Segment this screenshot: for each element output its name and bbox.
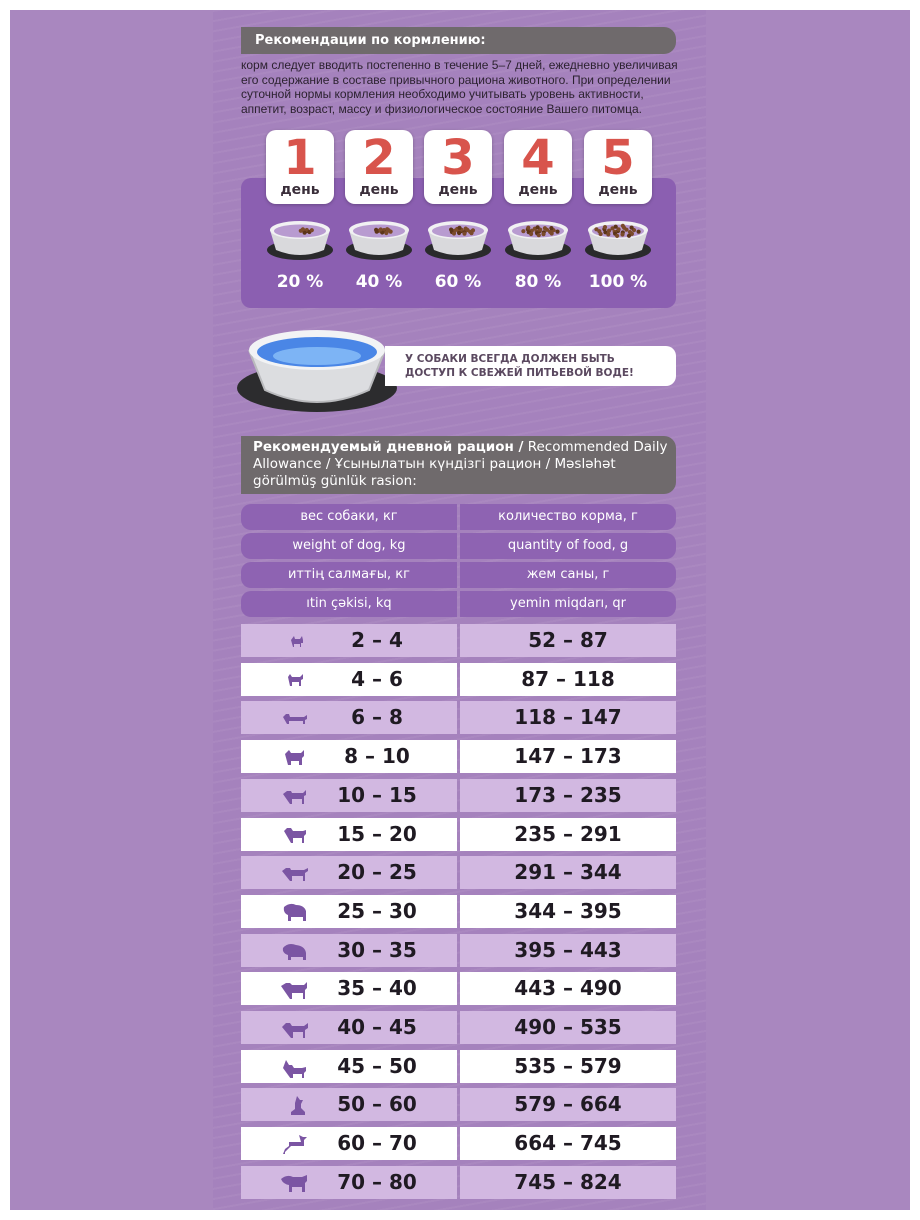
weight-value: 2 – 4: [351, 628, 403, 652]
day-percentage: 100 %: [588, 272, 648, 292]
table-row: [241, 1011, 676, 1044]
table-row: [241, 972, 676, 1005]
day-card: [504, 130, 572, 204]
weight-cell: [241, 740, 457, 773]
header-weight-cell: иттің салмағы, кг: [241, 562, 457, 588]
weight-cell: [241, 1011, 457, 1044]
setter-icon: [279, 862, 309, 884]
food-value: 118 – 147: [460, 701, 676, 734]
weight-value: 6 – 8: [351, 705, 403, 730]
food-value: 87 – 118: [460, 663, 676, 696]
mastiff-icon: [279, 1172, 309, 1194]
food-bowl-icon: [266, 212, 334, 262]
tiny-dog-icon: [279, 630, 309, 652]
header-food-cell: quantity of food, g: [460, 533, 676, 559]
ration-title: [241, 436, 676, 494]
day-number: 5: [601, 130, 635, 186]
food-value: 490 – 535: [460, 1011, 676, 1044]
food-bowl-icon: [424, 212, 492, 262]
weight-cell: [241, 934, 457, 967]
header-food-cell: жем саны, г: [460, 562, 676, 588]
food-value: 52 – 87: [460, 624, 676, 657]
weight-cell: [241, 663, 457, 696]
fluffy-dog-icon: [279, 940, 309, 962]
terrier-icon: [279, 746, 309, 768]
day-percentage: 60 %: [434, 272, 482, 292]
header-weight-cell: вес собаки, кг: [241, 504, 457, 530]
table-row: [241, 1088, 676, 1121]
shepherd-icon: [279, 1056, 309, 1078]
header-food-cell: количество корма, г: [460, 504, 676, 530]
ration-title-rest: Recommended Daily Allowance / Ұсынылатын күндізгі рацион / Məsləhət görülmüş günlük rasion:: [253, 439, 668, 489]
weight-value: 45 – 50: [337, 1053, 417, 1078]
table-row: [241, 818, 676, 851]
table-header-row: [241, 562, 676, 588]
weight-value: 8 – 10: [344, 744, 410, 769]
water-callout: [385, 346, 676, 386]
sitting-shepherd-icon: [279, 1094, 309, 1116]
food-value: 173 – 235: [460, 779, 676, 812]
table-row: [241, 1127, 676, 1160]
day-label: день: [438, 182, 478, 198]
table-row: [241, 895, 676, 928]
beagle-icon: [279, 785, 309, 807]
weight-value: 60 – 70: [337, 1131, 417, 1156]
weight-cell: [241, 1127, 457, 1160]
weight-cell: [241, 624, 457, 657]
water-callout-line2: ДОСТУП К СВЕЖЕЙ ПИТЬЕВОЙ ВОДЕ!: [405, 367, 634, 379]
weight-value: 15 – 20: [337, 821, 417, 846]
great-dane-icon: [279, 1133, 309, 1155]
weight-value: 25 – 30: [337, 898, 417, 923]
weight-value: 40 – 45: [337, 1015, 417, 1039]
water-callout-line1: У СОБАКИ ВСЕГДА ДОЛЖЕН БЫТЬ: [405, 353, 615, 365]
ration-title-bold: Рекомендуемый дневной рацион /: [253, 439, 524, 455]
weight-value: 35 – 40: [337, 976, 417, 1001]
food-bowl-icon: [345, 212, 413, 262]
day-label: день: [280, 182, 320, 198]
weight-cell: [241, 818, 457, 851]
table-header-row: [241, 533, 676, 559]
weight-cell: [241, 1166, 457, 1199]
header-weight-cell: ıtin çəkisi, kq: [241, 591, 457, 617]
day-percentage: 80 %: [514, 272, 562, 292]
day-number: 2: [362, 130, 396, 186]
retriever-icon: [279, 1017, 309, 1039]
table-row: [241, 934, 676, 967]
weight-value: 30 – 35: [337, 937, 417, 962]
food-value: 535 – 579: [460, 1050, 676, 1083]
table-row: [241, 701, 676, 734]
day-number: 1: [283, 130, 317, 186]
day-label: день: [598, 182, 638, 198]
food-bowl-icon: [584, 212, 652, 262]
food-value: 235 – 291: [460, 818, 676, 851]
day-number: 4: [521, 130, 555, 186]
table-row: [241, 740, 676, 773]
food-value: 664 – 745: [460, 1127, 676, 1160]
day-card: [584, 130, 652, 204]
day-card: [424, 130, 492, 204]
header-food-cell: yemin miqdarı, qr: [460, 591, 676, 617]
table-row: [241, 1050, 676, 1083]
food-bowl-icon: [504, 212, 572, 262]
weight-cell: [241, 895, 457, 928]
small-dog-icon: [279, 669, 309, 691]
weight-cell: [241, 779, 457, 812]
weight-cell: [241, 701, 457, 734]
table-row: [241, 663, 676, 696]
dachshund-icon: [279, 707, 309, 729]
table-header-row: [241, 591, 676, 617]
day-label: день: [518, 182, 558, 198]
weight-cell: [241, 1050, 457, 1083]
weight-value: 4 – 6: [351, 666, 403, 691]
day-card: [266, 130, 334, 204]
food-value: 395 – 443: [460, 934, 676, 967]
labrador-icon: [279, 978, 309, 1000]
food-value: 291 – 344: [460, 856, 676, 889]
weight-value: 20 – 25: [337, 860, 417, 885]
weight-value: 50 – 60: [337, 1092, 417, 1117]
table-header-row: [241, 504, 676, 530]
feeding-title: Рекомендации по кормлению:: [241, 27, 676, 54]
spaniel-icon: [279, 824, 309, 846]
header-weight-cell: weight of dog, kg: [241, 533, 457, 559]
table-row: [241, 779, 676, 812]
table-row: [241, 1166, 676, 1199]
feeding-intro-text: корм следует вводить постепенно в течение 5–7 дней, ежедневно увеличивая его содержание в составе привычного рациона животного. При определении суточной нормы кормления необходимо учитывать уровень активности, аппетит, возраст, массу и физиологическое состояние Вашего питомца.: [241, 58, 678, 116]
food-value: 344 – 395: [460, 895, 676, 928]
food-value: 443 – 490: [460, 972, 676, 1005]
weight-value: 10 – 15: [337, 782, 417, 807]
weight-cell: [241, 972, 457, 1005]
day-label: день: [359, 182, 399, 198]
chow-icon: [279, 901, 309, 923]
weight-cell: [241, 856, 457, 889]
table-row: [241, 624, 676, 657]
table-row: [241, 856, 676, 889]
day-number: 3: [441, 130, 475, 186]
day-percentage: 40 %: [355, 272, 403, 292]
weight-cell: [241, 1088, 457, 1121]
weight-value: 70 – 80: [337, 1169, 417, 1194]
day-percentage: 20 %: [276, 272, 324, 292]
food-value: 579 – 664: [460, 1088, 676, 1121]
day-card: [345, 130, 413, 204]
food-value: 745 – 824: [460, 1166, 676, 1199]
water-bowl-icon: [235, 318, 397, 418]
food-value: 147 – 173: [460, 740, 676, 773]
